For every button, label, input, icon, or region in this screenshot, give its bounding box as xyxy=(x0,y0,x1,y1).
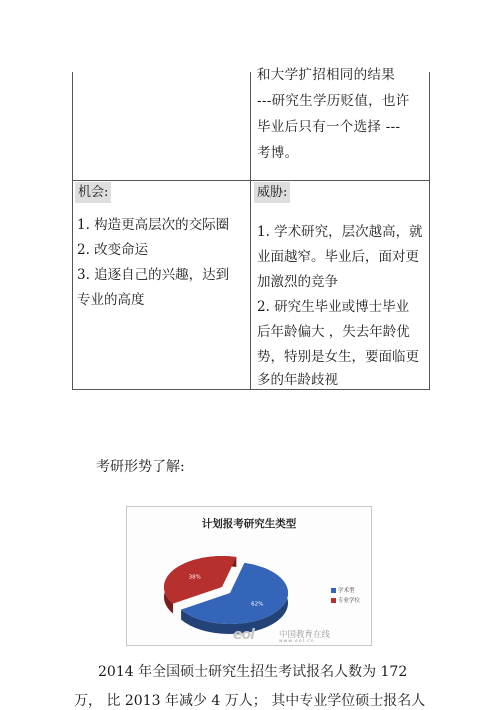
chart-title: 计划报考研究生类型 xyxy=(201,518,297,530)
list-item: 加激烈的竞争 xyxy=(257,274,338,290)
list-item: 1. 学术研究，层次越高，就 xyxy=(257,224,423,240)
watermark-url: www.eol.cn xyxy=(279,639,315,644)
paragraph-line: 2014 年全国硕士研究生招生考试报名人数为 172 xyxy=(98,664,408,680)
threats-list xyxy=(257,220,429,395)
list-item: 2. 研究生毕业或博士毕业 xyxy=(257,299,410,315)
weakness-line: 考博。 xyxy=(257,145,299,161)
list-item: 多的年龄歧视 xyxy=(257,372,338,388)
list-item: 业面越窄。毕业后，面对更 xyxy=(257,249,419,265)
legend-label: 学术型 xyxy=(338,588,355,594)
legend-swatch xyxy=(331,588,336,593)
watermark-name: 中国教育在线 xyxy=(279,630,331,640)
list-item: 后年龄偏大 ，失去年龄优 xyxy=(257,324,410,340)
list-item: 专业的高度 xyxy=(77,292,145,308)
table-row-divider xyxy=(73,180,429,181)
section-intro: 考研形势了解: xyxy=(96,459,185,475)
list-item: 2. 改变命运 xyxy=(77,242,149,258)
legend-swatch xyxy=(331,598,336,603)
pie-data-label: 62% xyxy=(251,601,264,608)
swot-table xyxy=(72,67,430,390)
threats-header: 威胁: xyxy=(254,182,290,203)
legend-item xyxy=(331,585,360,595)
legend-label: 专业学位 xyxy=(338,598,361,604)
weakness-cell-text xyxy=(257,62,429,166)
pie-data-label: 38% xyxy=(188,574,201,581)
table-column-divider xyxy=(250,72,251,389)
opportunities-header: 机会: xyxy=(75,182,111,203)
eol-logo: eol xyxy=(233,627,254,643)
weakness-line: ---研究生学历贬值，也许 xyxy=(257,93,410,109)
opportunities-list xyxy=(77,213,247,313)
list-item: 3. 追逐自己的兴趣，达到 xyxy=(77,267,230,283)
chart-legend xyxy=(331,585,360,605)
legend-item xyxy=(331,595,360,605)
weakness-line: 毕业后只有一个选择 --- xyxy=(257,119,401,135)
pie-chart-svg xyxy=(127,507,373,647)
weakness-line: 和大学扩招相同的结果 xyxy=(257,67,395,83)
pie-chart xyxy=(126,506,372,646)
list-item: 势，特别是女生，要面临更 xyxy=(257,349,419,365)
list-item: 1. 构造更高层次的交际圈 xyxy=(77,217,230,233)
paragraph-line: 万， 比 2013 年减少 4 万人； 其中专业学位硕士报名人 xyxy=(74,693,426,709)
